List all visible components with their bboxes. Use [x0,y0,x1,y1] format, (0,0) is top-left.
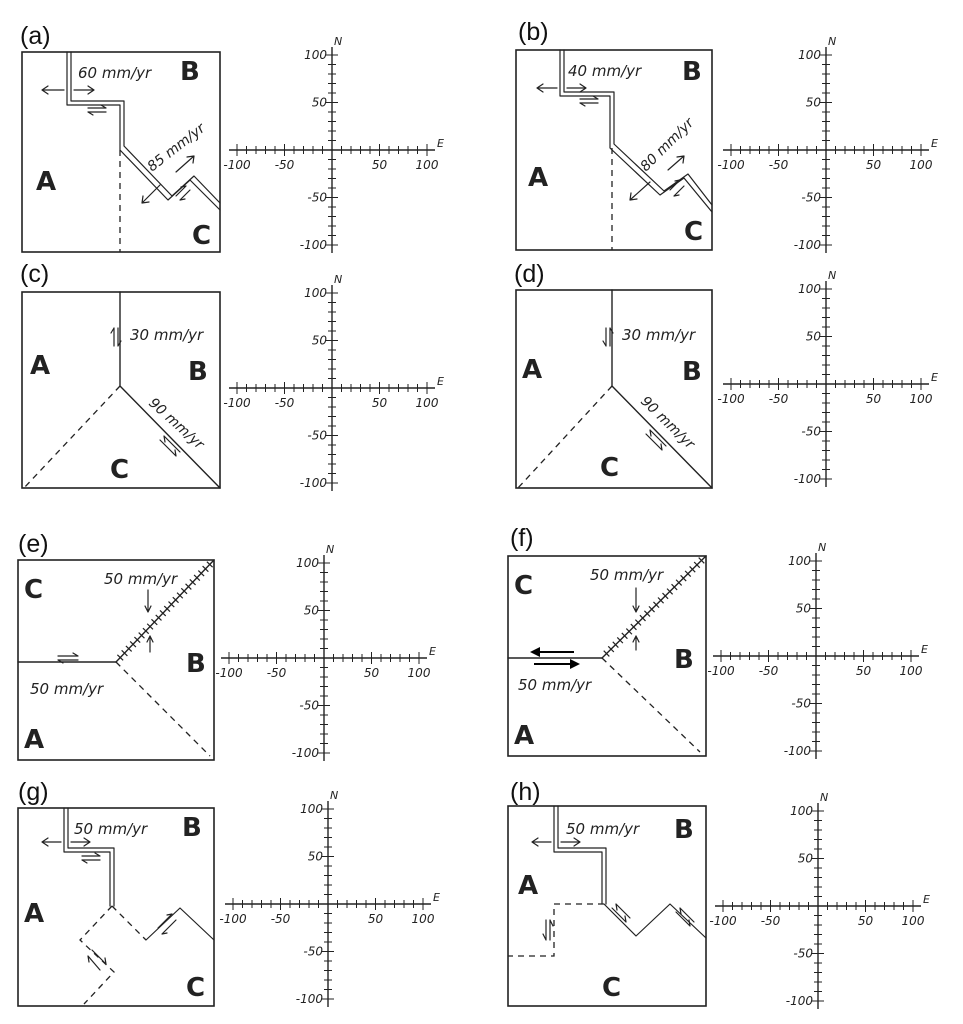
north-label: N [818,541,827,554]
x-tick-label: 100 [415,158,439,172]
velocity-plot [707,541,928,759]
y-tick-label: 50 [805,95,821,110]
north-label: N [326,543,335,556]
velocity-plot [717,269,938,487]
transform-fault [604,904,706,938]
velocity-plot [717,35,938,253]
panel-f [508,524,928,759]
y-tick-label: -50 [793,946,813,961]
rate-label: 30 mm/yr [130,326,204,344]
rate-label: 80 mm/yr [637,115,698,175]
velocity-plot [215,543,436,761]
panel-label: (b) [518,18,549,46]
x-tick-label: -50 [274,396,295,410]
plate-label-c: C [186,973,206,1003]
rate-label: 50 mm/yr [104,570,178,588]
x-tick-label: 100 [901,914,925,928]
rate-label: 60 mm/yr [78,64,152,82]
panel-e [18,530,436,761]
rate-label: 50 mm/yr [590,566,664,584]
x-tick-label: 50 [857,914,874,928]
y-tick-label: -100 [785,994,813,1008]
inferred-boundary [24,386,120,488]
y-tick-label: -50 [801,190,821,205]
y-tick-label: -50 [791,696,811,711]
plate-label-c: C [110,455,130,485]
panel-label: (e) [18,530,49,558]
x-tick-label: -100 [219,912,247,926]
plate-label-c: C [600,453,620,483]
x-tick-label: -50 [760,914,781,928]
plate-label-c: C [684,217,704,247]
x-tick-label: -50 [270,912,291,926]
rate-label: 50 mm/yr [566,820,640,838]
rate-label: 50 mm/yr [74,820,148,838]
y-tick-label: -100 [299,238,327,252]
rate-label: 30 mm/yr [622,326,696,344]
y-tick-label: -100 [291,746,319,760]
east-label: E [921,643,928,656]
x-tick-label: -50 [274,158,295,172]
x-tick-label: -100 [215,666,243,680]
panel-b [516,18,938,253]
y-tick-label: -50 [307,428,327,443]
panel-h [508,778,930,1009]
y-tick-label: 50 [311,95,327,110]
panel-label: (d) [514,260,545,288]
inferred-boundary [518,386,612,488]
rate-label: 50 mm/yr [30,680,104,698]
rate-label: 90 mm/yr [145,395,207,453]
y-tick-label: 100 [798,48,821,62]
north-label: N [828,269,837,282]
y-tick-label: 50 [311,333,327,348]
plate-label-c: C [602,973,622,1003]
velocity-plot [219,789,440,1007]
panel-label: (f) [510,524,534,552]
plate-label-b: B [674,645,694,675]
plate-label-c: C [24,575,44,605]
inferred-boundary [112,906,146,940]
x-tick-label: 50 [371,396,388,410]
plate-label-b: B [188,357,208,387]
north-label: N [330,789,339,802]
x-tick-label: 50 [865,392,882,406]
panel-g [18,778,440,1007]
x-tick-label: -100 [223,158,251,172]
panel-c [20,260,444,491]
y-tick-label: -50 [299,698,319,713]
plate-label-a: A [24,899,45,929]
north-label: N [820,791,829,804]
x-tick-label: -50 [266,666,287,680]
north-label: N [334,273,343,286]
east-label: E [437,137,444,150]
y-tick-label: -100 [793,472,821,486]
y-tick-label: 50 [795,601,811,616]
x-tick-label: 100 [909,392,933,406]
y-tick-label: 100 [304,286,327,300]
x-tick-label: 50 [865,158,882,172]
spreading-arrows [532,838,694,940]
plate-label-a: A [36,167,57,197]
plate-label-b: B [682,357,702,387]
plate-label-a: A [528,163,549,193]
x-tick-label: -50 [758,664,779,678]
x-tick-label: 50 [367,912,384,926]
panel-label: (a) [20,22,51,50]
north-label: N [828,35,837,48]
motion-arrows [58,590,153,663]
velocity-plot [709,791,930,1009]
y-tick-label: -100 [793,238,821,252]
y-tick-label: 50 [303,603,319,618]
plate-label-a: A [514,721,535,751]
motion-arrows [633,588,639,650]
x-tick-label: 100 [909,158,933,172]
rate-label: 85 mm/yr [144,120,209,176]
plate-label-b: B [180,57,200,87]
plate-label-b: B [682,57,702,87]
velocity-plot [223,35,444,253]
panel-label: (c) [20,260,50,288]
y-tick-label: -50 [801,424,821,439]
y-tick-label: -100 [783,744,811,758]
east-label: E [433,891,440,904]
x-tick-label: -50 [768,158,789,172]
x-tick-label: -100 [717,158,745,172]
x-tick-label: 100 [407,666,431,680]
plate-label-a: A [522,355,543,385]
east-label: E [931,371,938,384]
x-tick-label: 100 [899,664,923,678]
x-tick-label: 100 [411,912,435,926]
plate-label-c: C [192,221,212,251]
x-tick-label: -100 [709,914,737,928]
plate-label-b: B [182,813,202,843]
north-label: N [334,35,343,48]
panel-d [514,260,938,488]
rate-label: 40 mm/yr [568,62,642,80]
inferred-boundary [508,904,604,956]
y-tick-label: 100 [296,556,319,570]
y-tick-label: -50 [307,190,327,205]
y-tick-label: 100 [788,554,811,568]
y-tick-label: 50 [307,849,323,864]
plate-label-b: B [674,815,694,845]
rate-label: 90 mm/yr [637,393,698,453]
y-tick-label: -100 [299,476,327,490]
panel-label: (h) [510,778,541,806]
transform-fault [146,908,214,940]
y-tick-label: 50 [797,851,813,866]
panel-a [20,22,444,253]
east-label: E [931,137,938,150]
transform-fault [120,292,220,488]
spreading-arrows [42,838,176,970]
y-tick-label: 50 [805,329,821,344]
plate-label-a: A [518,871,539,901]
y-tick-label: -50 [303,944,323,959]
transform-fault [612,290,712,488]
rate-label: 50 mm/yr [518,676,592,694]
x-tick-label: 100 [415,396,439,410]
x-tick-label: -100 [223,396,251,410]
x-tick-label: -50 [768,392,789,406]
plate-label-a: A [24,725,45,755]
y-tick-label: 100 [304,48,327,62]
x-tick-label: -100 [707,664,735,678]
velocity-plot [223,273,444,491]
east-label: E [429,645,436,658]
x-tick-label: 50 [363,666,380,680]
plate-label-b: B [186,649,206,679]
plate-label-c: C [514,571,534,601]
x-tick-label: -100 [717,392,745,406]
y-tick-label: -100 [295,992,323,1006]
y-tick-label: 100 [300,802,323,816]
panel-label: (g) [18,778,49,806]
plate-label-a: A [30,351,51,381]
x-tick-label: 50 [855,664,872,678]
east-label: E [923,893,930,906]
y-tick-label: 100 [790,804,813,818]
x-tick-label: 50 [371,158,388,172]
y-tick-label: 100 [798,282,821,296]
east-label: E [437,375,444,388]
